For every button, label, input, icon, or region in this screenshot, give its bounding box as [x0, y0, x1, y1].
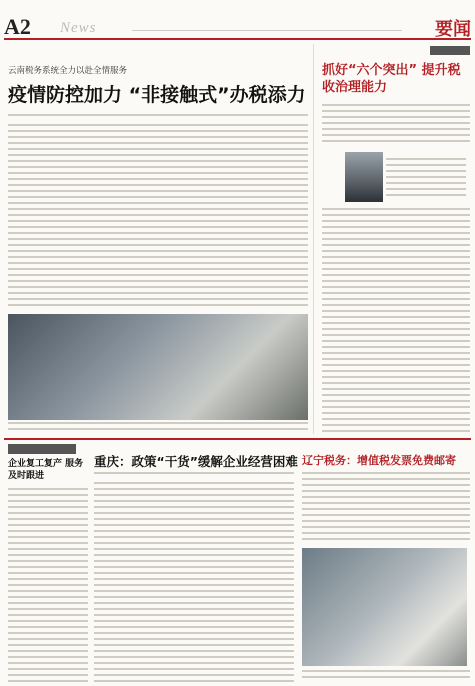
portrait-caption — [386, 158, 466, 196]
lead-body — [8, 124, 308, 310]
page-number: A2 — [4, 14, 31, 39]
lead-byline — [8, 114, 308, 120]
right-photo-caption — [302, 670, 470, 682]
section-rule — [4, 438, 471, 440]
section-name: News — [60, 20, 97, 36]
author-portrait — [345, 152, 383, 202]
left-story-headline: 企业复工复产 服务及时跟进 — [8, 459, 84, 481]
left-story-label — [8, 444, 76, 454]
masthead-rule — [132, 30, 402, 31]
lead-photo-caption — [8, 422, 308, 434]
commentary-headline: 抓好“六个突出” 提升税收治理能力 — [322, 63, 461, 95]
mid-story-headline: 重庆：政策“干货”缓解企业经营困难 — [94, 454, 298, 469]
column-divider — [313, 44, 314, 434]
right-story-photo — [302, 548, 467, 666]
commentary-column-label — [430, 46, 470, 55]
section-tag: 要闻 — [435, 19, 471, 40]
lead-kicker: 云南税务系统全力以赴全情服务 — [8, 66, 128, 76]
mid-story-body — [94, 482, 294, 682]
date-strip — [4, 2, 471, 10]
left-story-body — [8, 488, 88, 682]
lead-photo — [8, 314, 308, 420]
masthead — [4, 12, 471, 40]
right-story-body — [302, 472, 470, 544]
commentary-body — [322, 208, 470, 432]
lead-headline: 疫情防控加力 “非接触式”办税添力 — [8, 84, 306, 106]
right-story-headline: 辽宁税务：增值税发票免费邮寄 — [302, 454, 456, 467]
commentary-summary — [322, 104, 470, 146]
mid-story-byline — [94, 472, 294, 478]
